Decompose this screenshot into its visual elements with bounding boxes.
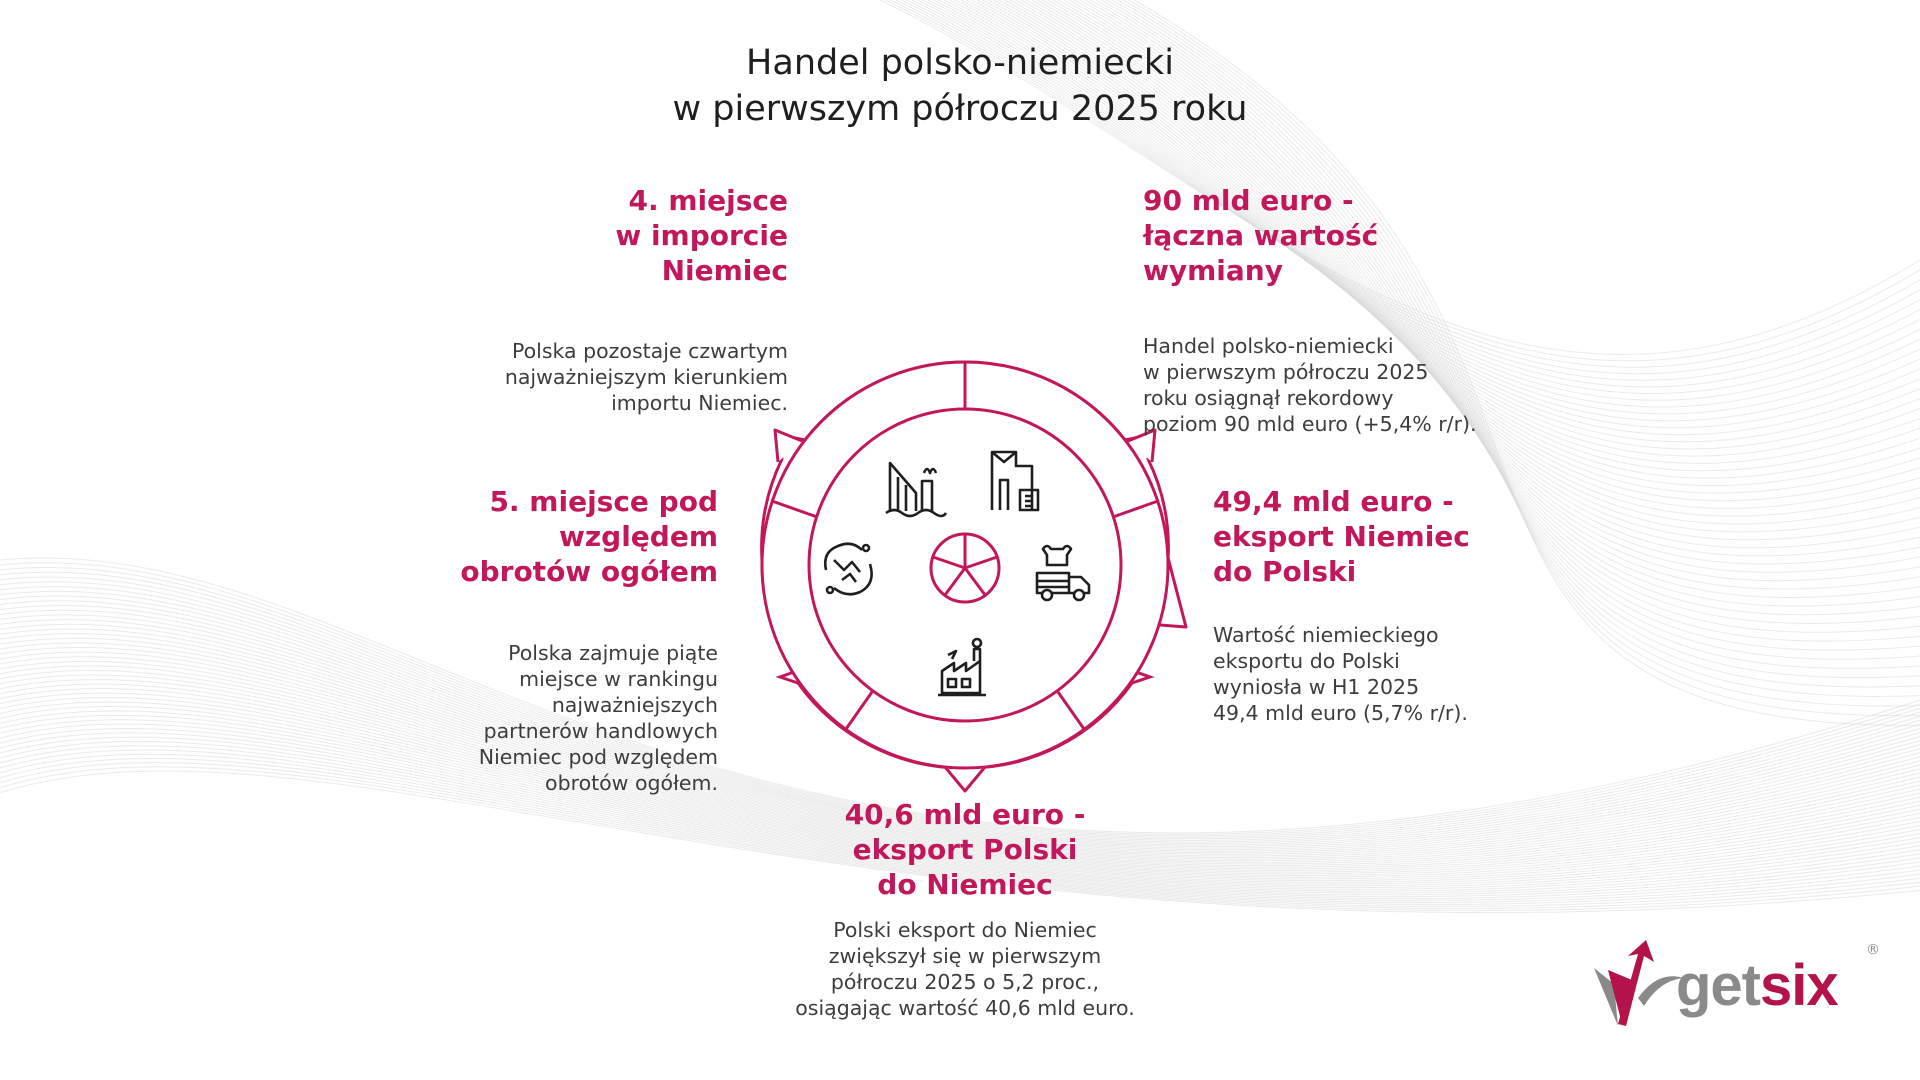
polish-export-heading	[800, 797, 1130, 902]
body-line: osiągając wartość 40,6 mld euro.	[795, 996, 1135, 1020]
turnover-rank-heading	[420, 484, 718, 589]
body-line: roku osiągnął rekordowy	[1143, 386, 1394, 410]
heading-line: w imporcie	[615, 219, 788, 252]
body-line: zwiększył się w pierwszym	[828, 944, 1102, 968]
heading-line: obrotów ogółem	[460, 555, 718, 588]
heading-line: eksport Niemiec	[1213, 520, 1470, 553]
heading-line: Niemiec	[661, 254, 788, 287]
body-line: Niemiec pod względem	[478, 745, 718, 769]
page-title-line-2: w pierwszym półroczu 2025 roku	[672, 89, 1248, 129]
heading-line: wymiany	[1143, 254, 1283, 287]
heading-line: 90 mld euro -	[1143, 184, 1354, 217]
body-line: miejsce w rankingu	[519, 667, 718, 691]
body-line: Polski eksport do Niemiec	[833, 918, 1097, 942]
trade-ring-diagram	[740, 335, 1190, 795]
page-title-line-1: Handel polsko-niemiecki	[746, 43, 1174, 83]
body-line: partnerów handlowych	[483, 719, 718, 743]
ring-pointer-bottom	[945, 767, 985, 791]
body-line: w pierwszym półroczu 2025	[1143, 360, 1429, 384]
logo-get-text: get	[1676, 953, 1760, 1018]
body-line: wyniosła w H1 2025	[1213, 675, 1420, 699]
body-line: obrotów ogółem.	[545, 771, 718, 795]
body-line: Polska zajmuje piąte	[508, 641, 718, 665]
polish-export-description	[740, 917, 1190, 1021]
body-line: półroczu 2025 o 5,2 proc.,	[830, 970, 1100, 994]
turnover-rank-description	[420, 640, 718, 796]
heading-line: do Polski	[1213, 555, 1357, 588]
logo-arrow-mark	[1588, 940, 1688, 1030]
body-line: Polska pozostaje czwartym	[511, 339, 788, 363]
heading-line: 40,6 mld euro -	[844, 798, 1086, 831]
heading-line: 5. miejsce pod	[489, 485, 718, 518]
body-line: najważniejszych	[551, 693, 718, 717]
import-rank-heading	[560, 183, 788, 288]
heading-line: 49,4 mld euro -	[1213, 485, 1454, 518]
body-line: 49,4 mld euro (5,7% r/r).	[1213, 701, 1468, 725]
german-export-heading	[1213, 484, 1513, 589]
total-trade-heading	[1143, 183, 1503, 288]
body-line: eksportu do Polski	[1213, 649, 1400, 673]
german-export-description	[1213, 622, 1513, 726]
heading-line: do Niemiec	[877, 868, 1053, 901]
logo-six-text: six	[1760, 953, 1838, 1018]
heading-line: 4. miejsce	[628, 184, 788, 217]
total-trade-description	[1143, 333, 1523, 437]
registered-mark: ®	[1866, 942, 1880, 958]
heading-line: eksport Polski	[852, 833, 1078, 866]
import-rank-description	[430, 338, 788, 416]
body-line: Handel polsko-niemiecki	[1143, 334, 1394, 358]
heading-line: względem	[558, 520, 718, 553]
body-line: Wartość niemieckiego	[1213, 623, 1439, 647]
pie-center-icon	[931, 534, 999, 602]
body-line: najważniejszym kierunkiem	[504, 365, 788, 389]
page-title	[0, 40, 1920, 132]
heading-line: łączna wartość	[1143, 219, 1379, 252]
body-line: importu Niemiec.	[611, 391, 788, 415]
logo-wordmark	[1676, 952, 1838, 1019]
body-line: poziom 90 mld euro (+5,4% r/r).	[1143, 412, 1477, 436]
